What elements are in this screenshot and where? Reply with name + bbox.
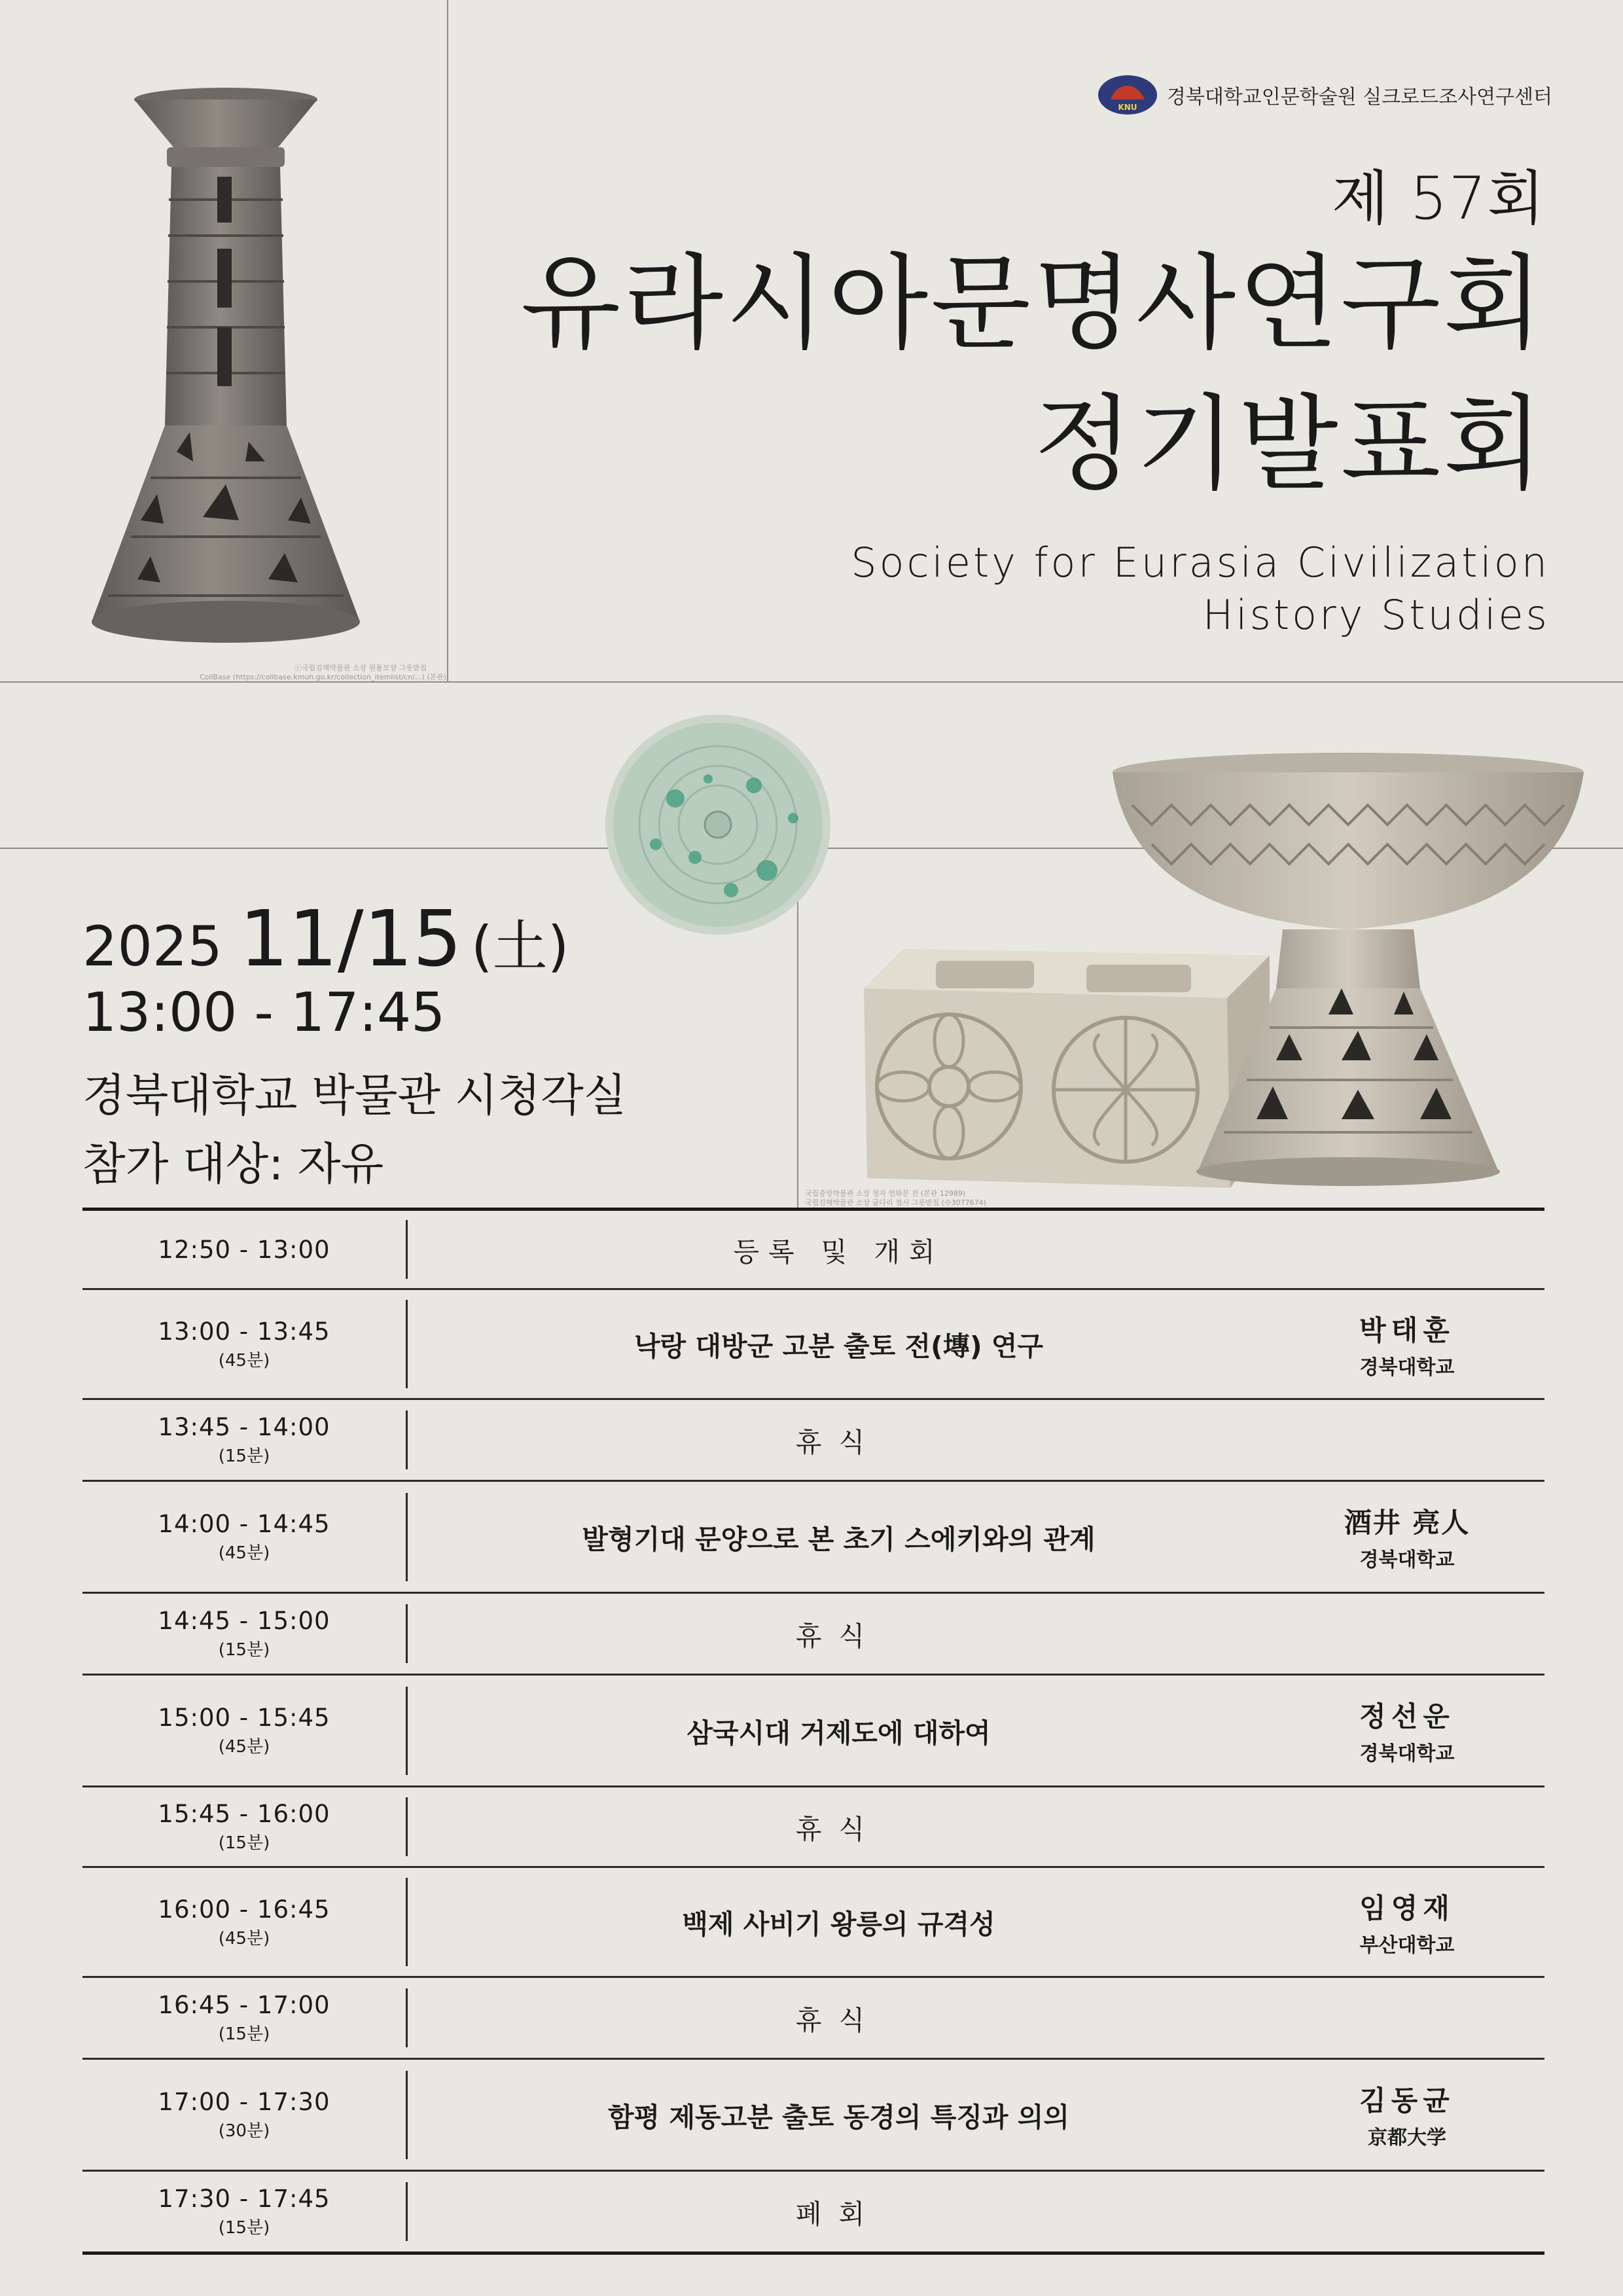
time-cell xyxy=(82,1318,406,1371)
event-venue: 경북대학교 박물관 시청각실 xyxy=(82,1070,627,1122)
topic: 휴식 xyxy=(795,2004,882,2036)
duration: (30분) xyxy=(218,2121,270,2141)
speaker xyxy=(1270,1695,1544,1766)
svg-text:KNU: KNU xyxy=(1118,103,1137,112)
speaker-affiliation: 경북대학교 xyxy=(1359,1355,1455,1379)
event-day-of-week: (土) xyxy=(471,914,569,978)
duration: (15분) xyxy=(218,1833,270,1853)
title-line-2: 정기발표회 xyxy=(1033,384,1546,505)
speaker-affiliation: 경북대학교 xyxy=(1359,1549,1455,1571)
schedule-row xyxy=(82,1290,1544,1400)
stand-image-credit: ⓒ국립김해박물관 소장 원통모양 그릇받침 xyxy=(294,664,427,672)
topic: 휴식 xyxy=(795,1426,882,1458)
time-range: 17:30 - 17:45 xyxy=(158,2185,330,2213)
duration: (15분) xyxy=(218,2218,270,2238)
time-cell xyxy=(82,1991,406,2045)
time-range: 13:45 - 14:00 xyxy=(158,1413,330,1441)
speaker-name: 김동균 xyxy=(1359,2085,1455,2117)
time-cell xyxy=(82,1607,406,1660)
time-cell xyxy=(82,1510,406,1564)
schedule-row xyxy=(82,1676,1544,1787)
speaker xyxy=(1270,1501,1544,1572)
schedule-row xyxy=(82,1400,1544,1482)
mounted-cup-image xyxy=(1106,753,1590,1191)
topic: 휴식 xyxy=(795,1813,882,1845)
speaker xyxy=(1270,1309,1544,1380)
time-range: 14:45 - 15:00 xyxy=(158,1607,330,1635)
organization-logo-icon xyxy=(1097,75,1158,115)
event-year: 2025 xyxy=(82,914,223,978)
duration: (45분) xyxy=(218,1928,270,1948)
topic: 폐회 xyxy=(795,2198,882,2230)
topic: 등록 및 개회 xyxy=(733,1236,944,1268)
time-range: 17:00 - 17:30 xyxy=(158,2088,330,2116)
schedule-row xyxy=(82,1868,1544,1978)
schedule-row xyxy=(82,2060,1544,2172)
topic: 휴식 xyxy=(795,1620,882,1652)
schedule-row xyxy=(82,1978,1544,2060)
time-range: 14:00 - 14:45 xyxy=(158,1510,330,1538)
artifacts-image-credit: 국립중앙박물관 소장 청자 연화문 전 (본관 12989) xyxy=(805,1189,966,1198)
topic: 발형기대 문양으로 본 초기 스에키와의 관계 xyxy=(582,1523,1096,1555)
topic: 낙랑 대방군 고분 출토 전(塼) 연구 xyxy=(633,1331,1044,1362)
topic: 백제 사비기 왕릉의 규격성 xyxy=(682,1909,995,1940)
time-cell xyxy=(82,1895,406,1949)
schedule-table xyxy=(82,1208,1544,2255)
time-range: 16:00 - 16:45 xyxy=(158,1895,330,1924)
speaker-affiliation: 경북대학교 xyxy=(1359,1742,1455,1765)
time-cell xyxy=(82,1800,406,1854)
time-range: 13:00 - 13:45 xyxy=(158,1317,330,1346)
grid-line-vertical-top xyxy=(447,0,448,683)
english-title xyxy=(851,537,1550,641)
time-cell xyxy=(82,2088,406,2142)
speaker-name: 임영재 xyxy=(1359,1892,1455,1924)
celadon-disc-image xyxy=(597,707,846,942)
duration: (45분) xyxy=(218,1737,270,1757)
event-month-day: 11/15 xyxy=(239,893,462,984)
time-range: 16:45 - 17:00 xyxy=(158,1991,330,2019)
english-title-line-2: History Studies xyxy=(1202,591,1550,639)
speaker xyxy=(1270,2079,1544,2150)
schedule-row xyxy=(82,1482,1544,1594)
schedule-row xyxy=(82,2172,1544,2255)
time-range: 15:45 - 16:00 xyxy=(158,1800,330,1828)
duration: (45분) xyxy=(218,1350,270,1371)
pottery-stand-image xyxy=(79,85,373,655)
time-range: 15:00 - 15:45 xyxy=(158,1704,330,1732)
speaker-name: 酒井 亮人 xyxy=(1344,1507,1471,1539)
duration: (15분) xyxy=(218,1640,270,1660)
english-title-line-1: Society for Eurasia Civilization xyxy=(851,539,1550,586)
topic: 삼국시대 거제도에 대하여 xyxy=(687,1717,991,1749)
speaker-affiliation: 부산대학교 xyxy=(1359,1933,1455,1957)
schedule-row xyxy=(82,1211,1544,1290)
schedule-row xyxy=(82,1594,1544,1676)
duration: (45분) xyxy=(218,1543,270,1563)
time-range: 12:50 - 13:00 xyxy=(158,1235,330,1264)
schedule-row xyxy=(82,1787,1544,1868)
speaker-name: 정선운 xyxy=(1359,1700,1455,1732)
duration: (15분) xyxy=(218,2024,270,2044)
speaker-affiliation: 京都大学 xyxy=(1368,2126,1446,2149)
time-cell xyxy=(82,2185,406,2238)
session-number: 제 57회 xyxy=(1331,164,1546,233)
organization xyxy=(1097,77,1552,113)
speaker-name: 박태훈 xyxy=(1359,1314,1455,1346)
topic: 함평 제동고분 출토 동경의 특징과 의의 xyxy=(607,2101,1070,2133)
time-cell xyxy=(82,1704,406,1757)
organization-name: 경북대학교인문학술원 실크로드조사연구센터 xyxy=(1166,86,1552,109)
event-time: 13:00 - 17:45 xyxy=(82,982,446,1044)
title-line-1: 유라시아문명사연구회 xyxy=(520,243,1546,364)
stand-image-credit-2: CollBase (https://collbase.kmuh.go.kr/collection_itemlist/cn/...) (본관) xyxy=(200,673,447,681)
artifacts-image-credit-2: 국립김해박물관 소장 굽다리 접시 그릇받침 (수3077674) xyxy=(805,1198,986,1207)
duration: (15분) xyxy=(218,1446,270,1466)
time-cell xyxy=(82,1236,406,1264)
speaker xyxy=(1270,1887,1544,1958)
event-date xyxy=(82,893,569,984)
event-target: 참가 대상: 자유 xyxy=(82,1139,384,1191)
time-cell xyxy=(82,1413,406,1467)
